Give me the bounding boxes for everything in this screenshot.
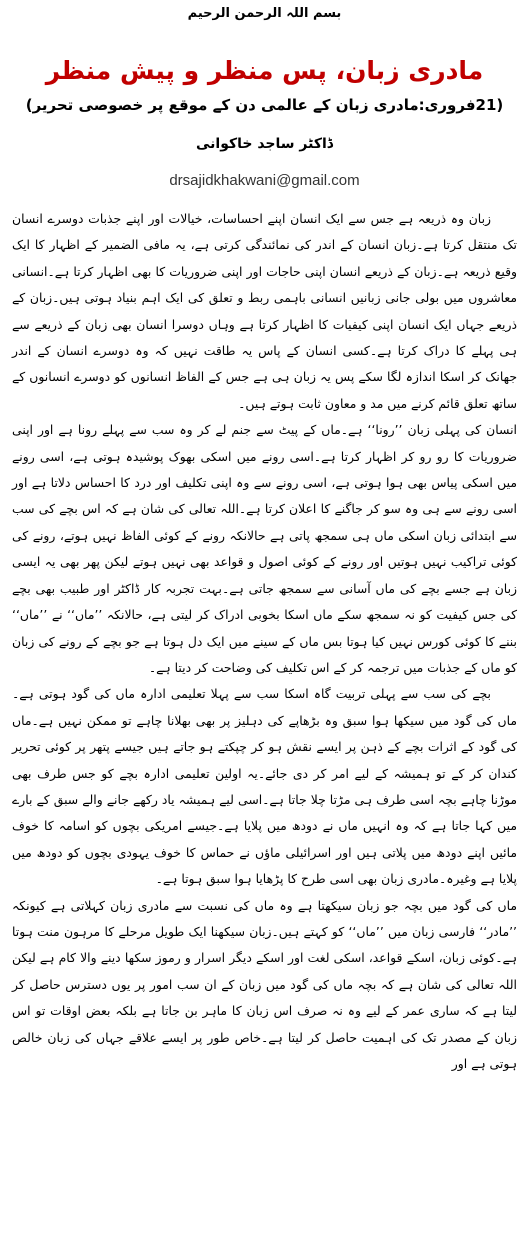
paragraph-2: انسان کی پہلی زبان ’’رونا‘‘ ہے۔ماں کے پیٹ سے جنم لے کر وہ سب سے پہلے رونا ہے اور اپنی ضروریات کا رو رو کر اظہار کرتا ہے۔اسی رونے میں اسکی بھوک پوشیدہ ہوتی ہے، اسی رونے میں اسکی پیاس بھی ہوا ہوتی ہے، اسی رونے سے وہ اپنی تکلیف اور درد کا احساس دلاتا ہے اور اسی رونے سے ہی وہ سو کر جاگنے کا اعلان کرتا ہے۔اللہ تعالی کی شان ہے کہ اس بچے کی سب سے ابتدائی زبان اسکی ماں ہی سمجھ پاتی ہے حالانکہ رونے کے کوئی الفاظ نہیں ہوتے، رونے کی کوئی تراکیب نہیں ہوتیں اور رونے کے کوئی اصول و قواعد بھی نہیں ہوتے لیکن پھر بھی یہ ایسی زبان ہے جسے بچے کی ماں آسانی سے سمجھ جاتی ہے۔بہت تجربہ کار ڈاکٹر اور طبیب بھی بچے کی جس کیفیت کو نہ سمجھ سکے ماں اسکا بخوبی ادراک کر لیتی ہے، حالانکہ ’’ماں‘‘ نے ’’ماں‘‘ بننے کا کوئی کورس نہیں کیا ہوتا بس ماں کے سینے میں ایک دل ہوتا ہے جو بچے کے رونے کی زبان کو ماں کے جذبات میں ترجمہ کر کے اس تکلیف کی وضاحت کر دیتا ہے۔ [12, 422, 517, 675]
bismillah: بسم اللہ الرحمن الرحیم [187, 6, 342, 21]
paragraph-3: بچے کی سب سے پہلی تربیت گاہ اسکا سب سے پہلا تعلیمی ادارہ ماں کی گود ہوتی ہے۔ماں کی گود میں سیکھا ہوا سبق وہ بڑھاپے کی دہلیز پر بھی بھلانا چاہے تو ممکن نہیں ہے۔ماں کی گود کے اثرات بچے کے ذہن پر ایسے نقش ہو کر چپکتے ہو جاتے ہیں جیسے پتھر پر کوئی تحریر کندان کر کے تو ہمیشہ کے لیے امر کر دی جائے۔یہ اولین تعلیمی ادارہ بچے کو جس طرف بھی موڑنا چاہے بچہ اسی طرف ہی مڑتا چلا جاتا ہے۔اسی لیے ہمیشہ یاد رکھے جانے والے سبق کے بارے میں کہا جاتا ہے کہ وہ انہیں ماں نے دودھ میں پلایا ہے۔جیسے امریکی بچوں کو اسامہ کا خوف مائیں اپنے دودھ میں پلاتی ہیں اور اسرائیلی ماؤں نے حماس کا خوف یہودی بچوں کو دودھ میں پلایا ہے وغیرہ۔مادری زبان بھی اسی طرح کا پڑھایا ہوا سبق ہوتا ہے۔ [12, 686, 517, 887]
article-body [12, 206, 517, 1077]
author-email[interactable]: drsajidkhakwani@gmail.com [169, 172, 360, 189]
article-title: مادری زبان، پس منظر و پیش منظر [45, 56, 484, 85]
article-subtitle: (21فروری:مادری زبان کے عالمی دن کے موقع پر خصوصی تحریر) [25, 96, 504, 114]
paragraph-4: ماں کی گود میں بچہ جو زبان سیکھتا ہے وہ ماں کی نسبت سے مادری زبان کہلاتی ہے کیونکہ ’’مادر‘‘ فارسی زبان میں ’’ماں‘‘ کو کہتے ہیں۔زبان سیکھنا ایک طویل مرحلے کا مرہون منت ہوتا ہے۔کوئی زبان، اسکے قواعد، اسکی لغت اور اسکے دیگر اسرار و رموز سکھا دینے والا کام ہے لیکن اللہ تعالی کی شان ہے کہ بچہ ماں کی گود میں زبان کے ان سب امور پر یوں دسترس حاصل کر لیتا ہے کہ ساری عمر کے لیے وہ نہ صرف اس زبان کا ماہر بن جاتا ہے بلکہ بعض اوقات تو اس زبان کے مصدر تک کی اہمیت حاصل کر لیتا ہے۔خاص طور پر ایسے علاقے جہاں کی زبان خالص ہوتی ہے اور [12, 897, 517, 1071]
paragraph-1: زبان وہ ذریعہ ہے جس سے ایک انسان اپنے احساسات، خیالات اور اپنے جذبات دوسرے انسان تک منتقل کرتا ہے۔زبان انسان کے اندر کی نمائندگی کرتی ہے، یہ مافی الضمیر کے اظہار کا ایک وقیع ذریعہ ہے۔زبان کے ذریعے انسان اپنی حاجات اور اپنی ضروریات کا بھی اظہار کرتا ہے۔انسانی معاشروں میں بولی جانی زبانیں انسانی باہمی ربط و تعلق کی ایک اہم بنیاد ہوتی ہیں۔زبان کے ذریعے جہاں ایک انسان اپنی کیفیات کا اظہار کرتا ہے وہاں دوسرا انسان بھی زبان کے ذریعے سے ہی پہلے کا دراک کرتا ہے۔کسی انسان کے پاس یہ طاقت نہیں کہ وہ دوسرے انسان کے اندر جھانک کر اسکا اندازہ لگا سکے پس یہ زبان ہی ہے جس کے الفاظ انسانوں کو دوسرے انسانوں کے ساتھ تعلق قائم کرنے میں مد و معاون ثابت ہوتے ہیں۔ [12, 211, 517, 411]
author-name: ڈاکٹر ساجد خاکوانی [195, 136, 334, 152]
